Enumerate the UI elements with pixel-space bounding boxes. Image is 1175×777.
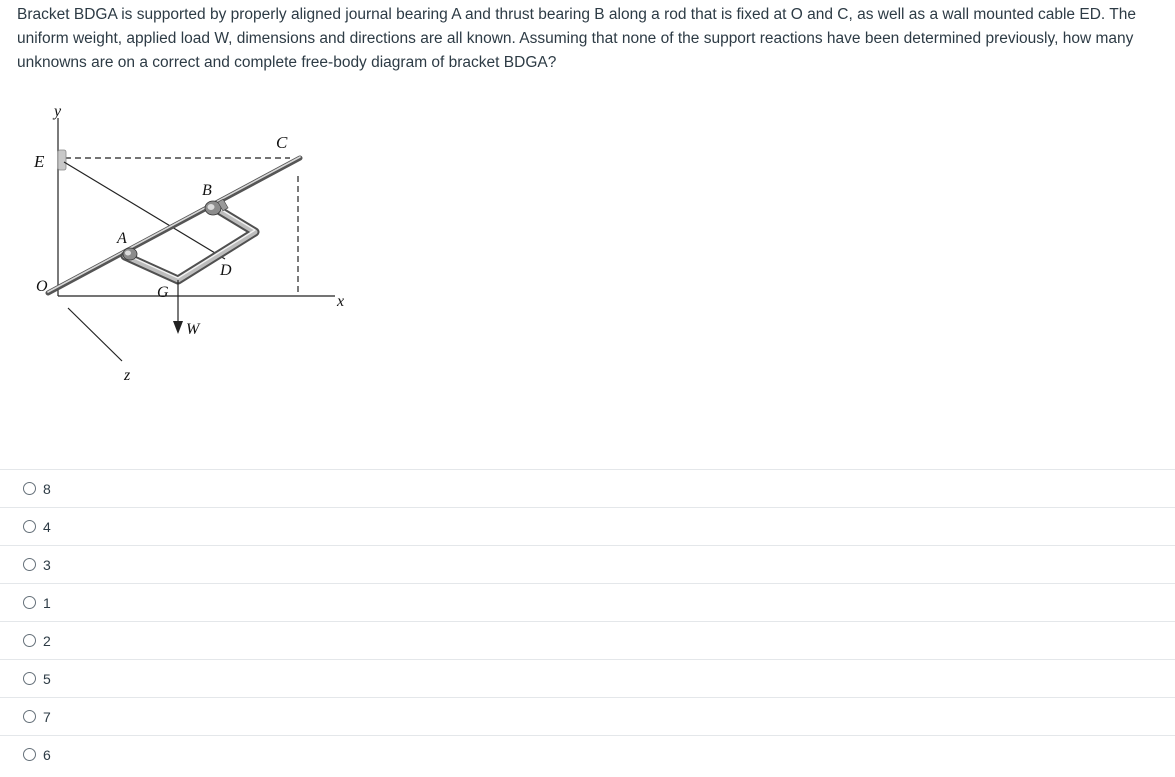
answer-label: 3 xyxy=(43,556,51,573)
answer-option[interactable] xyxy=(0,621,1175,659)
label-d: D xyxy=(220,262,232,279)
label-c: C xyxy=(276,133,288,152)
answer-option[interactable] xyxy=(0,659,1175,697)
answer-label: 8 xyxy=(43,480,51,497)
radio-button[interactable] xyxy=(23,748,36,761)
label-b: B xyxy=(202,182,212,199)
label-y: y xyxy=(54,103,62,120)
radio-button[interactable] xyxy=(23,710,36,723)
radio-button[interactable] xyxy=(23,672,36,685)
answer-label: 2 xyxy=(43,632,51,649)
label-z: z xyxy=(124,367,131,384)
answer-option[interactable] xyxy=(0,507,1175,545)
radio-button[interactable] xyxy=(23,482,36,495)
answer-option[interactable] xyxy=(0,583,1175,621)
radio-button[interactable] xyxy=(23,520,36,533)
rod-oc xyxy=(48,158,300,293)
label-w: W xyxy=(186,321,200,338)
answer-label: 6 xyxy=(43,746,51,763)
journal-bearing-a xyxy=(123,248,137,260)
answer-option[interactable] xyxy=(0,469,1175,507)
answer-option[interactable] xyxy=(0,697,1175,735)
answer-label: 7 xyxy=(43,708,51,725)
w-arrow xyxy=(173,321,183,334)
answer-label: 5 xyxy=(43,670,51,687)
label-o: O xyxy=(36,278,48,295)
radio-button[interactable] xyxy=(23,596,36,609)
radio-button[interactable] xyxy=(23,634,36,647)
label-e: E xyxy=(34,152,45,171)
z-axis-line xyxy=(68,308,122,361)
answer-list xyxy=(0,469,1175,773)
bracket-diagram xyxy=(20,96,360,386)
label-a: A xyxy=(117,230,127,247)
answer-label: 1 xyxy=(43,594,51,611)
label-x: x xyxy=(337,293,345,310)
answer-label: 4 xyxy=(43,518,51,535)
answer-option[interactable] xyxy=(0,545,1175,583)
radio-button[interactable] xyxy=(23,558,36,571)
wall-mount-e xyxy=(58,150,66,170)
label-g: G xyxy=(157,284,169,301)
answer-option[interactable] xyxy=(0,735,1175,773)
question-text: Bracket BDGA is supported by properly aligned journal bearing A and thrust bearing B along a rod that is fixed at O and C, as well as a wall mounted cable ED. The uniform weight, applied load W, dimensions and directions are all known. Assuming that none of the support reactions have been determined previously, how many unknowns are on a correct and complete free-body diagram of bracket BDGA? xyxy=(17,6,1136,71)
